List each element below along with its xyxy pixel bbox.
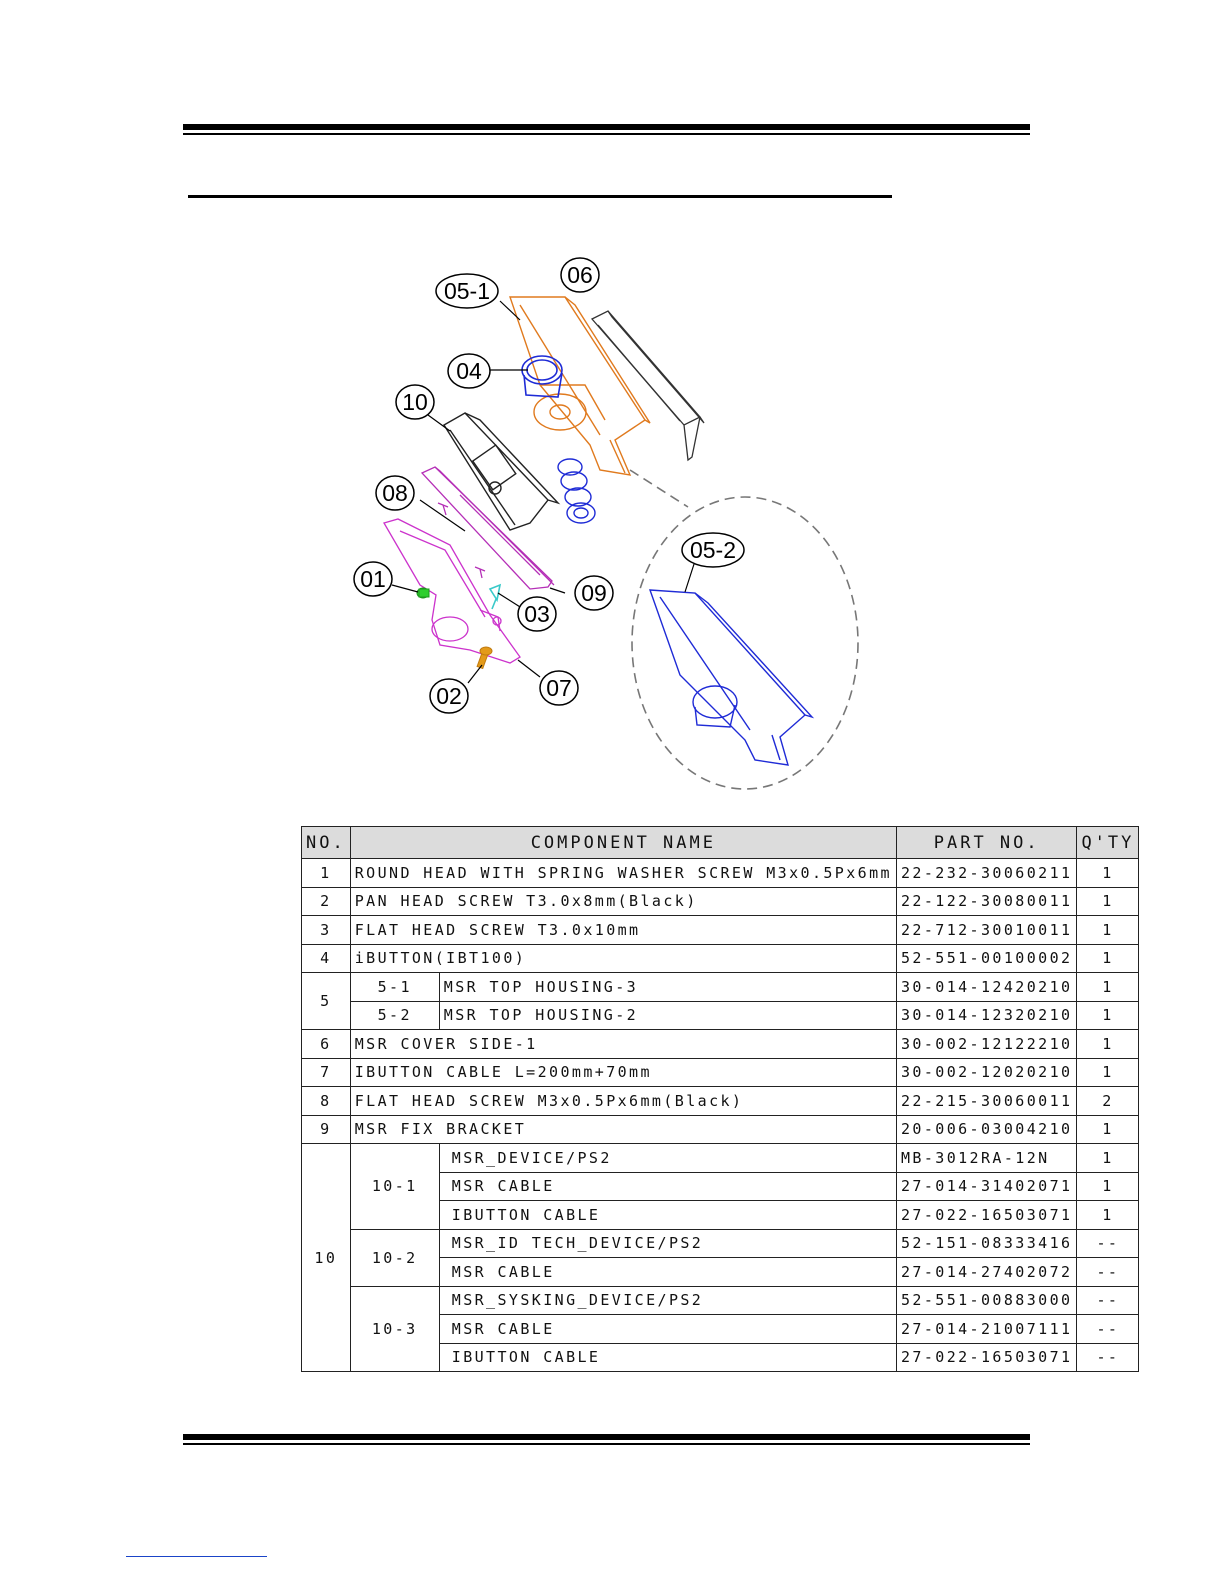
table-row (302, 1115, 1139, 1144)
table-row (302, 1087, 1139, 1116)
row-qty: 1 (1077, 973, 1139, 1002)
row-qty: 1 (1077, 859, 1139, 888)
row-part: 27-022-16503071 (896, 1201, 1076, 1230)
callout-04 (448, 354, 490, 388)
callout-05-1 (436, 274, 498, 308)
row-name: ROUND HEAD WITH SPRING WASHER SCREW M3x0.5Px6mm (350, 859, 896, 888)
callout-02 (430, 679, 468, 713)
section-heading-rule (188, 195, 892, 198)
row-qty: 2 (1077, 1087, 1139, 1116)
nut-stack-part (558, 459, 595, 523)
row-qty: -- (1077, 1258, 1139, 1287)
svg-text:05-2: 05-2 (689, 537, 737, 563)
table-row (302, 1058, 1139, 1087)
table-row (302, 887, 1139, 916)
row-qty: 1 (1077, 1030, 1139, 1059)
row-qty: 1 (1077, 1058, 1139, 1087)
header-qty: Q'TY (1077, 827, 1139, 859)
table-row (302, 1001, 1139, 1030)
row-part: 30-014-12420210 (896, 973, 1076, 1002)
table-row (302, 1144, 1139, 1173)
footer-link-underline (126, 1556, 267, 1557)
row-name: IBUTTON CABLE L=200mm+70mm (350, 1058, 896, 1087)
row-no: 6 (302, 1030, 351, 1059)
row-no: 4 (302, 944, 351, 973)
svg-text:10: 10 (402, 389, 428, 415)
parts-list-table (301, 826, 1139, 1372)
flat-head-screw-part (438, 503, 485, 578)
row-qty: 1 (1077, 1115, 1139, 1144)
header-double-rule (183, 124, 1030, 136)
row-name: FLAT HEAD SCREW T3.0x10mm (350, 916, 896, 945)
svg-text:06: 06 (567, 262, 593, 288)
table-row (302, 1229, 1139, 1258)
row-name: MSR CABLE (439, 1172, 896, 1201)
row-name: MSR CABLE (439, 1258, 896, 1287)
table-row (302, 973, 1139, 1002)
ibutton-part (522, 356, 562, 397)
row-part: 22-122-30080011 (896, 887, 1076, 916)
table-row (302, 859, 1139, 888)
row-name: MSR_DEVICE/PS2 (439, 1144, 896, 1173)
row-qty: -- (1077, 1286, 1139, 1315)
callout-03 (518, 597, 556, 631)
header-part-no: PART NO. (896, 827, 1076, 859)
svg-text:09: 09 (581, 580, 607, 606)
row-qty: 1 (1077, 944, 1139, 973)
row-name: MSR TOP HOUSING-3 (439, 973, 896, 1002)
row-sub-id: 10-2 (350, 1229, 439, 1286)
row-part: 22-215-30060011 (896, 1087, 1076, 1116)
msr-device-part (444, 413, 558, 530)
row-name: MSR_SYSKING_DEVICE/PS2 (439, 1286, 896, 1315)
svg-text:02: 02 (436, 683, 462, 709)
svg-text:08: 08 (382, 480, 408, 506)
row-part: 22-232-30060211 (896, 859, 1076, 888)
callout-10 (396, 385, 434, 419)
row-qty: -- (1077, 1315, 1139, 1344)
row-part: 52-551-00100002 (896, 944, 1076, 973)
table-row (302, 944, 1139, 973)
header-component-name: COMPONENT NAME (350, 827, 896, 859)
row-name: iBUTTON(IBT100) (350, 944, 896, 973)
row-qty: -- (1077, 1229, 1139, 1258)
svg-text:05-1: 05-1 (443, 278, 491, 304)
row-sub-id: 10-3 (350, 1286, 439, 1372)
row-name: FLAT HEAD SCREW M3x0.5Px6mm(Black) (350, 1087, 896, 1116)
row-qty: 1 (1077, 1144, 1139, 1173)
row-part: 27-022-16503071 (896, 1343, 1076, 1372)
cover-side-part (592, 311, 704, 460)
row-name: IBUTTON CABLE (439, 1343, 896, 1372)
row-part: 22-712-30010011 (896, 916, 1076, 945)
row-qty: 1 (1077, 916, 1139, 945)
row-qty: 1 (1077, 1201, 1139, 1230)
svg-text:07: 07 (546, 675, 572, 701)
row-part: 27-014-31402071 (896, 1172, 1076, 1201)
row-part: 30-002-12122210 (896, 1030, 1076, 1059)
row-name: MSR FIX BRACKET (350, 1115, 896, 1144)
row-name: PAN HEAD SCREW T3.0x8mm(Black) (350, 887, 896, 916)
row-part: 30-014-12320210 (896, 1001, 1076, 1030)
row-part: MB-3012RA-12N (896, 1144, 1076, 1173)
row-no: 8 (302, 1087, 351, 1116)
table-row (302, 1030, 1139, 1059)
table-row (302, 1286, 1139, 1315)
callout-08 (376, 476, 414, 510)
callout-05-2 (682, 533, 744, 567)
row-no: 7 (302, 1058, 351, 1087)
row-sub-id: 10-1 (350, 1144, 439, 1230)
row-no: 10 (302, 1144, 351, 1372)
row-part: 52-551-00883000 (896, 1286, 1076, 1315)
row-qty: 1 (1077, 887, 1139, 916)
detail-leader-dashed (630, 470, 688, 507)
svg-text:04: 04 (456, 358, 482, 384)
table-row (302, 916, 1139, 945)
row-name: MSR CABLE (439, 1315, 896, 1344)
callout-01 (354, 562, 392, 596)
top-housing-3-part (510, 297, 650, 475)
callout-06 (561, 258, 599, 292)
row-name: MSR TOP HOUSING-2 (439, 1001, 896, 1030)
row-no: 5 (302, 973, 351, 1030)
row-part: 27-014-21007111 (896, 1315, 1076, 1344)
exploded-view-diagram (340, 245, 880, 805)
row-name: MSR COVER SIDE-1 (350, 1030, 896, 1059)
row-name: IBUTTON CABLE (439, 1201, 896, 1230)
svg-text:03: 03 (524, 601, 550, 627)
top-housing-2-part (650, 590, 812, 765)
row-sub-id: 5-1 (350, 973, 439, 1002)
callout-09 (575, 576, 613, 610)
row-qty: -- (1077, 1343, 1139, 1372)
footer-double-rule (183, 1434, 1030, 1446)
table-header-row (302, 827, 1139, 859)
header-no: NO. (302, 827, 351, 859)
row-no: 9 (302, 1115, 351, 1144)
row-no: 2 (302, 887, 351, 916)
row-qty: 1 (1077, 1172, 1139, 1201)
row-qty: 1 (1077, 1001, 1139, 1030)
row-no: 3 (302, 916, 351, 945)
row-part: 52-151-08333416 (896, 1229, 1076, 1258)
row-name: MSR_ID TECH_DEVICE/PS2 (439, 1229, 896, 1258)
row-part: 30-002-12020210 (896, 1058, 1076, 1087)
row-part: 20-006-03004210 (896, 1115, 1076, 1144)
row-no: 1 (302, 859, 351, 888)
svg-text:01: 01 (360, 566, 386, 592)
flat-head-screw-10mm-part (490, 585, 500, 609)
callout-07 (540, 671, 578, 705)
row-sub-id: 5-2 (350, 1001, 439, 1030)
row-part: 27-014-27402072 (896, 1258, 1076, 1287)
pan-head-screw-part (477, 647, 492, 668)
round-head-screw-part (417, 588, 429, 598)
